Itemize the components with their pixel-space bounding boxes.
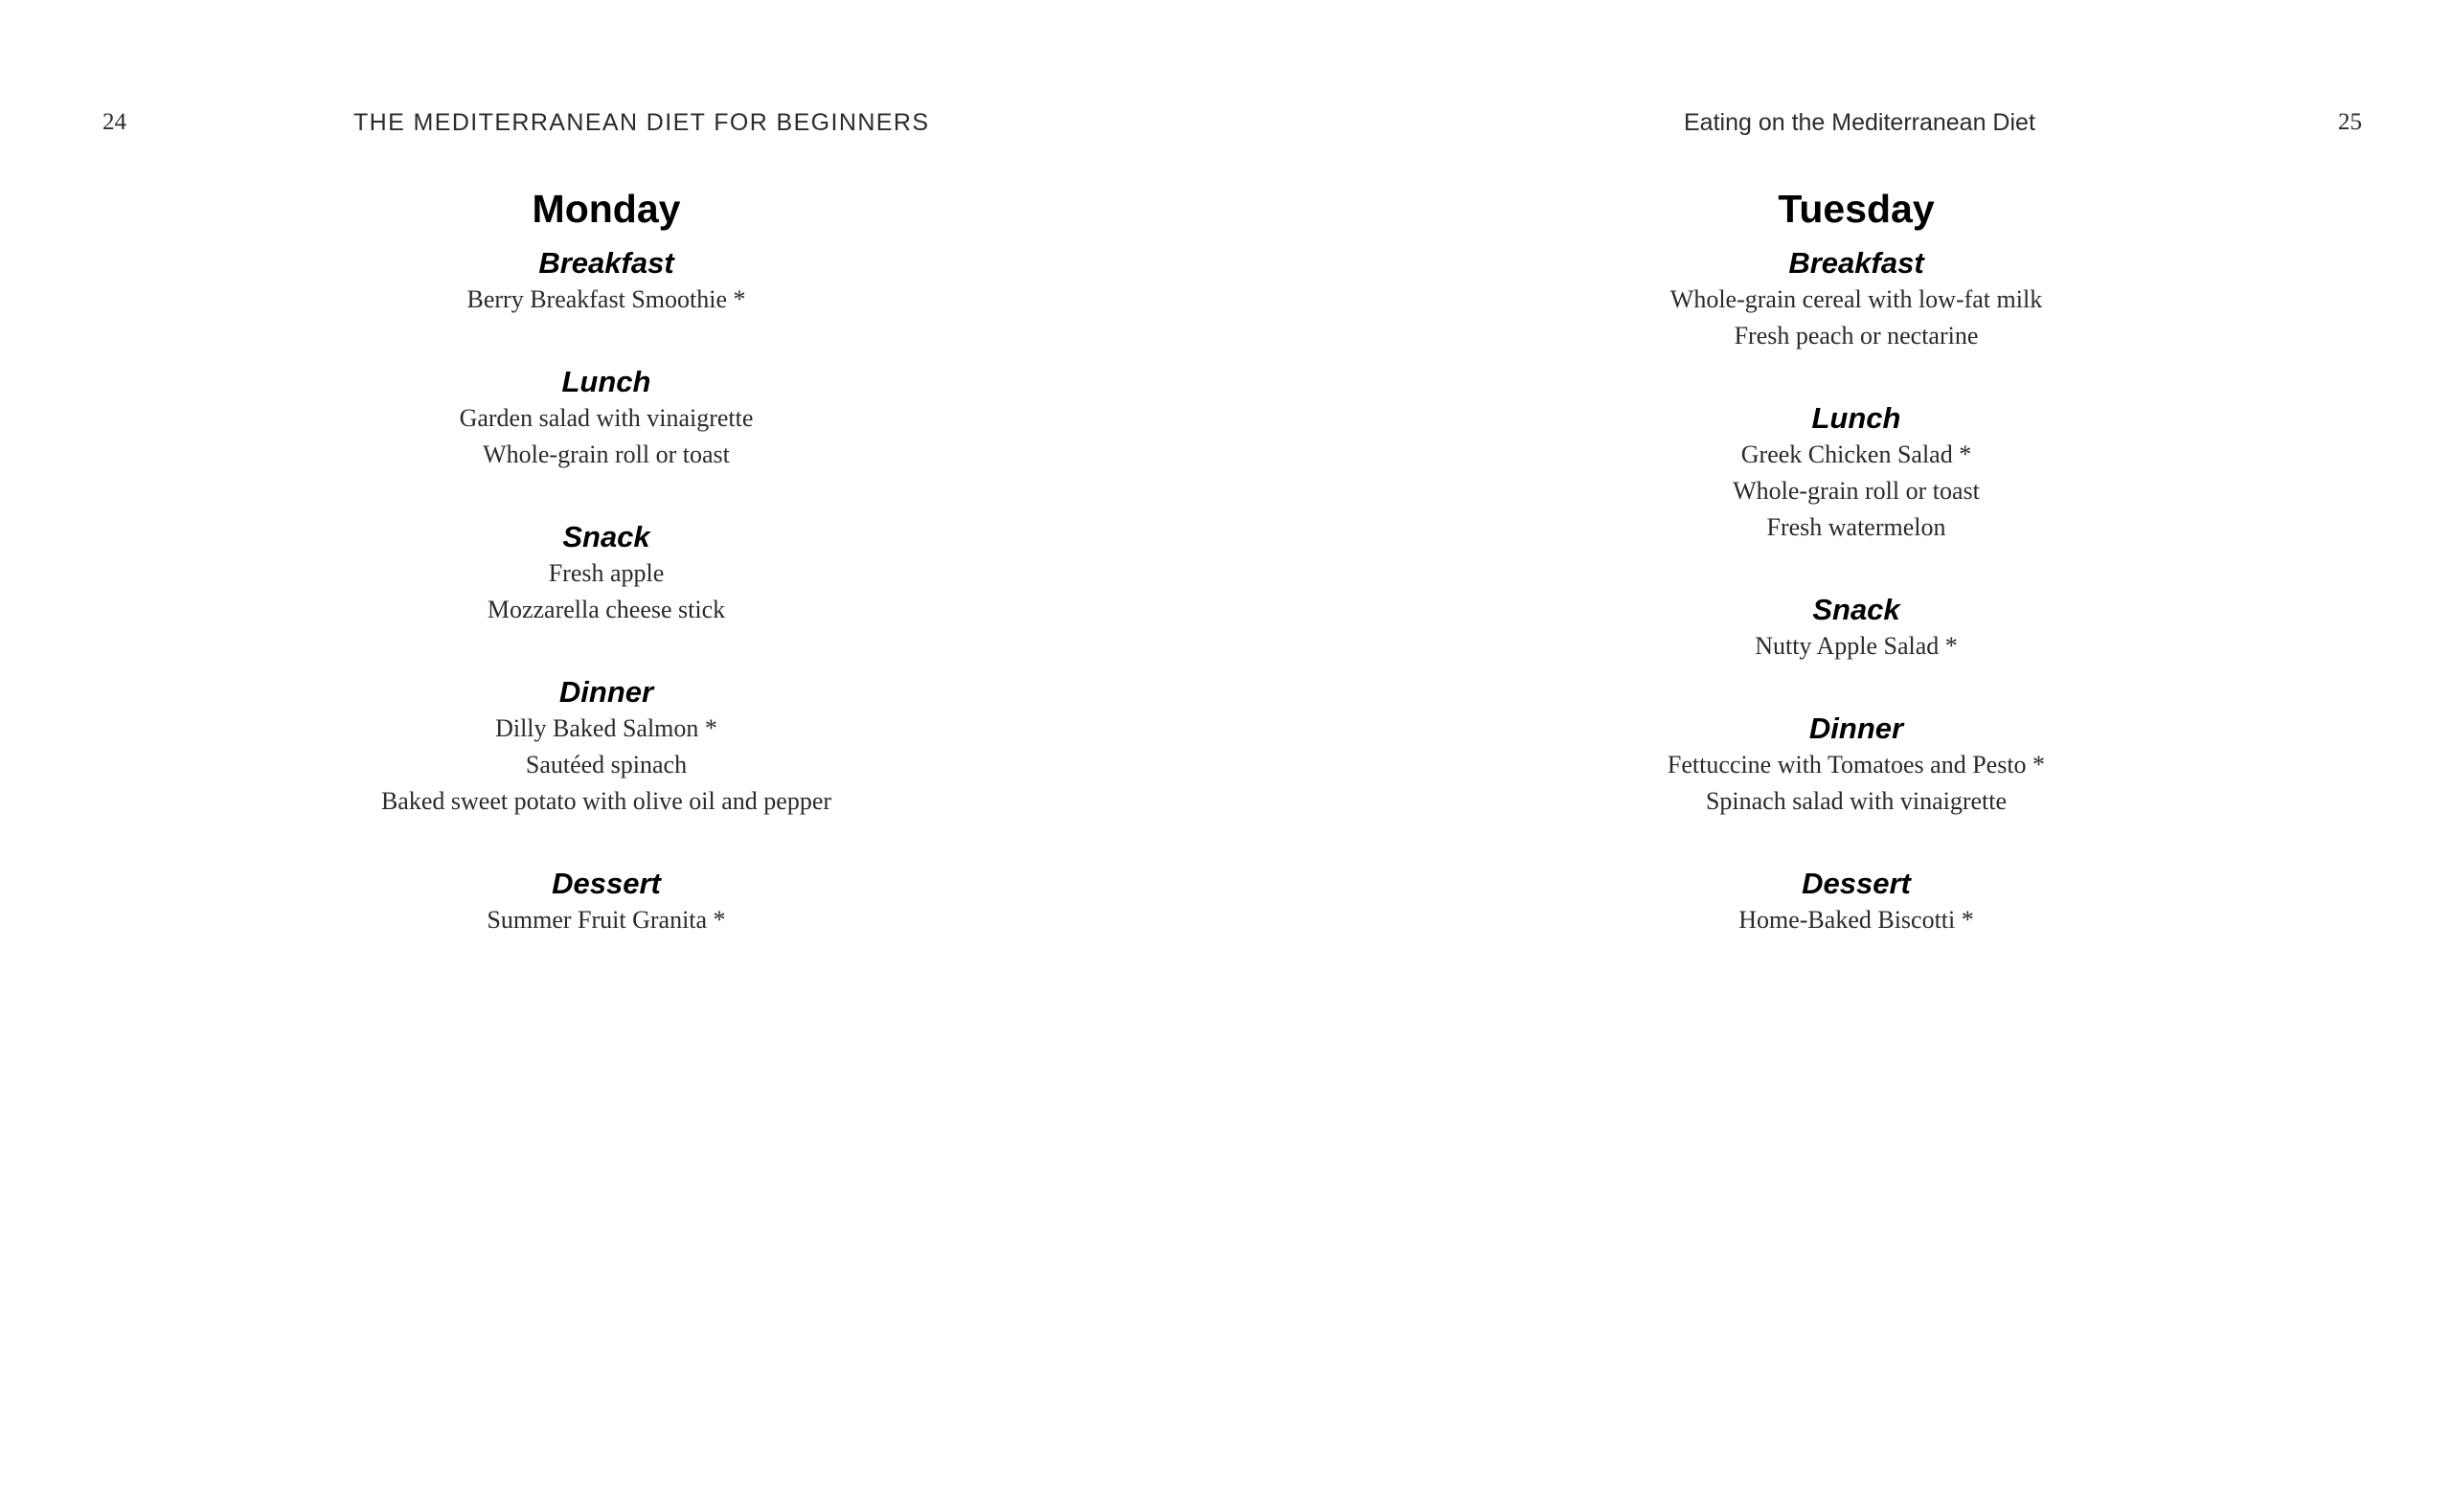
meal-item: Fresh watermelon bbox=[1766, 513, 1946, 541]
tuesday-menu bbox=[1521, 182, 2191, 984]
meal-lunch bbox=[271, 364, 942, 473]
meal-item: Spinach salad with vinaigrette bbox=[1705, 787, 2008, 815]
monday-menu bbox=[271, 182, 942, 984]
meal-dinner bbox=[271, 674, 942, 820]
meal-dinner bbox=[1521, 711, 2191, 820]
meal-item: Home-Baked Biscotti * bbox=[1738, 906, 1974, 934]
meal-item: Dilly Baked Salmon * bbox=[495, 714, 717, 742]
meal-item: Fettuccine with Tomatoes and Pesto * bbox=[1667, 751, 2046, 779]
meal-item: Greek Chicken Salad * bbox=[1740, 440, 1972, 468]
meal-title: Lunch bbox=[1811, 401, 1901, 435]
meal-snack bbox=[1521, 592, 2191, 665]
meal-item: Whole-grain cereal with low-fat milk bbox=[1669, 285, 2043, 313]
meal-item: Mozzarella cheese stick bbox=[487, 596, 726, 623]
running-title-right: Eating on the Mediterranean Diet bbox=[1684, 109, 2035, 136]
meal-item: Whole-grain roll or toast bbox=[1733, 477, 1980, 505]
day-title-monday: Monday bbox=[532, 187, 681, 231]
meal-title: Dinner bbox=[1808, 711, 1904, 745]
meal-title: Dinner bbox=[558, 675, 654, 709]
meal-title: Dessert bbox=[552, 867, 661, 900]
meal-title: Snack bbox=[562, 520, 650, 553]
meal-snack bbox=[271, 519, 942, 628]
meal-item: Whole-grain roll or toast bbox=[483, 440, 730, 468]
meal-breakfast bbox=[271, 245, 942, 318]
meal-item: Fresh peach or nectarine bbox=[1734, 322, 1979, 350]
meal-title: Lunch bbox=[561, 365, 651, 398]
meal-breakfast bbox=[1521, 245, 2191, 354]
meal-lunch bbox=[1521, 400, 2191, 546]
meal-title: Breakfast bbox=[538, 246, 674, 280]
day-title-tuesday: Tuesday bbox=[1778, 187, 1935, 231]
meal-title: Snack bbox=[1812, 593, 1900, 626]
meal-item: Nutty Apple Salad * bbox=[1755, 632, 1958, 660]
meal-dessert bbox=[271, 866, 942, 938]
meal-dessert bbox=[1521, 866, 2191, 938]
meal-item: Sautéed spinach bbox=[525, 751, 688, 779]
meal-item: Berry Breakfast Smoothie * bbox=[466, 285, 746, 313]
meal-item: Fresh apple bbox=[548, 559, 665, 587]
meal-title: Breakfast bbox=[1788, 246, 1924, 280]
running-title-left: THE MEDITERRANEAN DIET FOR BEGINNERS bbox=[353, 109, 930, 136]
page-number-right: 25 bbox=[2338, 109, 2362, 135]
meal-item: Baked sweet potato with olive oil and pepper bbox=[380, 787, 832, 815]
page-number-left: 24 bbox=[102, 109, 126, 135]
meal-title: Dessert bbox=[1802, 867, 1911, 900]
meal-item: Summer Fruit Granita * bbox=[487, 906, 726, 934]
meal-item: Garden salad with vinaigrette bbox=[459, 404, 754, 432]
